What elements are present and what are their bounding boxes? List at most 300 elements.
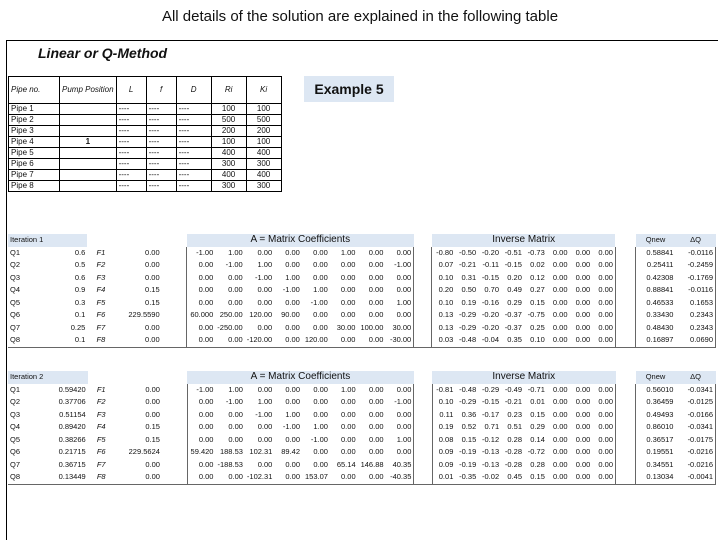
inverse-cell: 0.00 bbox=[592, 434, 615, 447]
matrix-cell: 0.00 bbox=[386, 384, 414, 397]
pipe-cell-K: 300 bbox=[246, 159, 281, 170]
f-value: 0.00 bbox=[145, 409, 160, 419]
qnew-value: 0.49493 bbox=[636, 409, 676, 422]
inverse-cell: 0.00 bbox=[592, 446, 615, 459]
pipe-cell-D: ---- bbox=[176, 148, 211, 159]
spacer bbox=[162, 284, 187, 297]
inverse-cell: 0.00 bbox=[552, 260, 568, 269]
matrix-cell: 0.00 bbox=[285, 297, 300, 307]
matrix-cell: 0.00 bbox=[368, 409, 384, 419]
header-pipe: Pipe no. bbox=[9, 77, 60, 104]
pipe-cell-D: ---- bbox=[176, 104, 211, 115]
inverse-cell: 0.07 bbox=[432, 259, 455, 272]
matrix-cell: 0.00 bbox=[285, 384, 301, 394]
qnew-value: 0.25411 bbox=[636, 259, 676, 272]
inverse-cell: 0.13 bbox=[432, 309, 455, 322]
inverse-cell: 0.00 bbox=[575, 459, 591, 469]
qnew-value: 0.86010 bbox=[636, 421, 676, 434]
inverse-cell: 0.00 bbox=[575, 409, 591, 419]
matrix-cell: 0.00 bbox=[285, 434, 301, 444]
matrix-cell: 1.00 bbox=[257, 260, 273, 269]
qnew-value: 0.13034 bbox=[636, 471, 676, 484]
matrix-cell: 0.00 bbox=[368, 247, 384, 257]
inverse-cell: 0.35 bbox=[501, 334, 524, 347]
q-label: Q4 bbox=[10, 422, 21, 431]
matrix-cell: 0.00 bbox=[341, 422, 356, 431]
spacer bbox=[414, 434, 432, 447]
header-pump: Pump Position bbox=[60, 77, 117, 104]
f-value: 0.15 bbox=[145, 285, 160, 294]
spacer bbox=[162, 446, 187, 459]
dq-value: 0.0690 bbox=[675, 334, 715, 347]
example-label: Example 5 bbox=[304, 76, 394, 102]
dq-value: -0.0341 bbox=[675, 421, 715, 434]
inverse-cell: -0.28 bbox=[504, 459, 522, 469]
pipe-cell-K: 200 bbox=[246, 126, 281, 137]
inverse-cell: 0.49 bbox=[507, 285, 522, 294]
inverse-cell: 0.50 bbox=[461, 285, 477, 294]
matrix-cell: 0.00 bbox=[313, 322, 328, 332]
dq-header: ΔQ bbox=[675, 234, 715, 247]
pipe-cell-f: ---- bbox=[146, 148, 176, 159]
spacer bbox=[162, 309, 187, 322]
matrix-cell: 0.00 bbox=[228, 422, 243, 431]
matrix-cell: 0.00 bbox=[368, 434, 384, 444]
inverse-cell: 0.00 bbox=[552, 285, 568, 294]
spacer bbox=[414, 459, 432, 472]
dq-value: -0.0125 bbox=[675, 396, 715, 409]
matrix-cell: 1.00 bbox=[313, 422, 328, 431]
q-label: Q8 bbox=[8, 334, 50, 347]
matrix-cell: 0.00 bbox=[187, 396, 215, 409]
inverse-cell: -0.29 bbox=[482, 384, 500, 394]
qnew-value: 0.56010 bbox=[636, 384, 676, 397]
pipe-row bbox=[9, 126, 282, 137]
inverse-cell: 0.15 bbox=[524, 471, 547, 484]
inverse-cell: -0.75 bbox=[527, 310, 545, 319]
inverse-cell: -0.20 bbox=[481, 310, 500, 319]
pipe-cell-pump bbox=[60, 170, 117, 181]
f-label: F4 bbox=[96, 285, 106, 294]
pipe-cell-name: Pipe 3 bbox=[9, 126, 60, 137]
spacer bbox=[162, 384, 187, 397]
inverse-cell: 0.20 bbox=[432, 284, 455, 297]
pipe-row bbox=[9, 181, 282, 192]
matrix-cell: 1.00 bbox=[313, 285, 328, 294]
q-label: Q3 bbox=[10, 409, 21, 419]
f-value: 0.00 bbox=[145, 322, 160, 332]
inverse-cell: 0.00 bbox=[575, 384, 591, 394]
inverse-cell: -0.35 bbox=[455, 471, 478, 484]
inverse-cell: 0.00 bbox=[592, 459, 615, 472]
matrix-cell: 0.00 bbox=[368, 272, 384, 282]
pipe-cell-f: ---- bbox=[146, 126, 176, 137]
matrix-cell: 0.00 bbox=[257, 322, 273, 332]
inverse-cell: -0.28 bbox=[504, 447, 522, 456]
inverse-cell: -0.13 bbox=[482, 459, 500, 469]
matrix-cell: 100.00 bbox=[360, 322, 384, 332]
inverse-cell: 0.15 bbox=[530, 297, 545, 307]
inverse-cell: 0.71 bbox=[484, 422, 500, 431]
spacer bbox=[162, 434, 187, 447]
inverse-cell: 0.20 bbox=[507, 272, 522, 282]
matrix-cell: -1.00 bbox=[282, 285, 300, 294]
spacer bbox=[162, 459, 187, 472]
inverse-cell: 0.13 bbox=[432, 322, 455, 335]
iteration-1-table bbox=[8, 234, 716, 348]
spacer bbox=[615, 322, 635, 335]
spacer bbox=[615, 272, 635, 285]
q-label: Q5 bbox=[10, 297, 21, 307]
qnew-value: 0.16897 bbox=[636, 334, 676, 347]
inverse-title: Inverse Matrix bbox=[432, 371, 616, 384]
spacer bbox=[414, 309, 432, 322]
matrix-cell: 0.00 bbox=[341, 409, 356, 419]
sheet-top-border bbox=[6, 40, 718, 41]
inverse-cell: 0.19 bbox=[461, 297, 477, 307]
dq-value: -0.0116 bbox=[675, 247, 715, 260]
inverse-cell: -0.15 bbox=[504, 260, 522, 269]
matrix-cell: 0.00 bbox=[257, 422, 273, 431]
matrix-cell: 0.00 bbox=[368, 260, 384, 269]
dq-value: 0.1653 bbox=[675, 297, 715, 310]
f-label: F6 bbox=[96, 310, 106, 319]
inverse-cell: 0.01 bbox=[530, 397, 545, 406]
inverse-cell: -0.11 bbox=[482, 260, 500, 269]
matrix-cell: 0.00 bbox=[340, 297, 356, 307]
spacer bbox=[414, 421, 432, 434]
iteration-row bbox=[8, 284, 716, 297]
dq-header: ΔQ bbox=[675, 371, 715, 384]
inverse-cell: 0.00 bbox=[592, 272, 615, 285]
inverse-cell: -0.13 bbox=[482, 447, 500, 456]
inverse-cell: 0.00 bbox=[570, 334, 593, 347]
inverse-cell: 0.00 bbox=[575, 434, 591, 444]
matrix-cell: 120.00 bbox=[302, 334, 330, 347]
inverse-cell: 0.00 bbox=[552, 384, 568, 394]
qnew-header: Qnew bbox=[636, 234, 676, 247]
spacer bbox=[162, 409, 187, 422]
pipe-row bbox=[9, 170, 282, 181]
pipe-cell-D: ---- bbox=[176, 170, 211, 181]
inverse-cell: -0.21 bbox=[459, 260, 477, 269]
f-value: 0.00 bbox=[145, 384, 160, 394]
qnew-value: 0.33430 bbox=[636, 309, 676, 322]
inverse-cell: -0.73 bbox=[527, 247, 545, 257]
pipe-cell-L: ---- bbox=[116, 137, 146, 148]
dq-value: -0.0341 bbox=[675, 384, 715, 397]
qnew-value: 0.34551 bbox=[636, 459, 676, 472]
iteration-row bbox=[8, 309, 716, 322]
inverse-cell: 0.00 bbox=[592, 309, 615, 322]
pipe-cell-K: 400 bbox=[246, 148, 281, 159]
iteration-row bbox=[8, 259, 716, 272]
matrix-cell: 0.00 bbox=[368, 397, 384, 406]
pipe-cell-name: Pipe 4 bbox=[9, 137, 60, 148]
inverse-cell: 0.27 bbox=[530, 285, 545, 294]
inverse-cell: -0.49 bbox=[504, 384, 522, 394]
pipe-cell-f: ---- bbox=[146, 137, 176, 148]
inverse-cell: 0.28 bbox=[530, 459, 545, 469]
f-label: F5 bbox=[96, 297, 106, 307]
spacer bbox=[616, 384, 636, 397]
iteration-row bbox=[8, 434, 716, 447]
pipe-cell-pump bbox=[60, 148, 117, 159]
f-value: 229.5624 bbox=[128, 447, 160, 456]
dq-value: 0.2343 bbox=[675, 309, 715, 322]
pipe-row bbox=[9, 104, 282, 115]
inverse-cell: 0.29 bbox=[507, 297, 522, 307]
matrix-cell: 0.00 bbox=[368, 297, 384, 307]
f-label: F4 bbox=[96, 422, 106, 431]
matrix-cell: 0.00 bbox=[285, 260, 300, 269]
matrix-cell: 250.00 bbox=[219, 310, 243, 319]
inverse-cell: 0.02 bbox=[530, 260, 545, 269]
inverse-cell: 0.00 bbox=[575, 285, 591, 294]
pipe-cell-R: 100 bbox=[211, 104, 246, 115]
inverse-title: Inverse Matrix bbox=[432, 234, 616, 247]
inverse-cell: 0.45 bbox=[501, 471, 524, 484]
pipe-cell-f: ---- bbox=[146, 159, 176, 170]
matrix-cell: 0.00 bbox=[215, 471, 244, 484]
spacer bbox=[414, 334, 432, 347]
pipe-cell-pump: 1 bbox=[60, 137, 117, 148]
pipe-cell-pump bbox=[60, 104, 117, 115]
pipe-cell-D: ---- bbox=[176, 181, 211, 192]
matrix-cell: 0.00 bbox=[341, 447, 356, 456]
header-spacer bbox=[414, 234, 432, 247]
matrix-cell: 0.00 bbox=[187, 409, 215, 422]
matrix-cell: -1.00 bbox=[385, 259, 413, 272]
matrix-cell: 0.00 bbox=[274, 334, 302, 347]
dq-value: -0.0041 bbox=[675, 471, 715, 484]
pipe-cell-f: ---- bbox=[146, 181, 176, 192]
inverse-cell: 0.29 bbox=[530, 422, 545, 431]
inverse-cell: -0.20 bbox=[481, 247, 500, 257]
spacer bbox=[616, 446, 636, 459]
iteration-row bbox=[8, 409, 716, 422]
inverse-cell: -0.12 bbox=[482, 434, 500, 444]
inverse-cell: 0.00 bbox=[592, 471, 615, 484]
header-spacer bbox=[87, 234, 187, 247]
q-label: Q7 bbox=[10, 459, 21, 469]
matrix-cell: -1.00 bbox=[310, 297, 328, 307]
q-label: Q5 bbox=[10, 434, 21, 444]
matrix-cell: 1.00 bbox=[285, 409, 301, 419]
header-spacer bbox=[88, 371, 187, 384]
header-K: Ki bbox=[246, 77, 281, 104]
qnew-value: 0.46533 bbox=[636, 297, 676, 310]
inverse-cell: -0.20 bbox=[481, 322, 500, 332]
pipe-cell-R: 400 bbox=[211, 170, 246, 181]
f-value: 229.5590 bbox=[128, 310, 160, 319]
matrix-cell: 0.00 bbox=[385, 309, 413, 322]
inverse-cell: -0.51 bbox=[504, 247, 522, 257]
inverse-cell: 0.08 bbox=[432, 434, 455, 447]
spacer bbox=[162, 322, 187, 335]
iteration-row bbox=[8, 334, 716, 347]
matrix-cell: 0.00 bbox=[228, 272, 243, 282]
inverse-cell: -0.19 bbox=[459, 447, 477, 456]
inverse-cell: 0.00 bbox=[575, 260, 591, 269]
spacer bbox=[615, 284, 635, 297]
matrix-cell: 0.00 bbox=[340, 260, 356, 269]
inverse-cell: 0.10 bbox=[524, 334, 547, 347]
spacer bbox=[414, 446, 432, 459]
spacer bbox=[414, 409, 432, 422]
pipe-cell-pump bbox=[60, 126, 117, 137]
iteration-2-table bbox=[8, 371, 716, 485]
inverse-cell: 0.00 bbox=[552, 422, 568, 431]
f-label: F8 bbox=[87, 334, 114, 347]
f-label: F6 bbox=[96, 447, 106, 456]
matrix-cell: 65.14 bbox=[336, 459, 356, 469]
pipe-cell-name: Pipe 1 bbox=[9, 104, 60, 115]
matrix-cell: 0.00 bbox=[257, 384, 273, 394]
matrix-cell: 0.00 bbox=[313, 260, 328, 269]
q-value: 0.21715 bbox=[58, 447, 86, 456]
matrix-cell: 0.00 bbox=[257, 247, 273, 257]
matrix-cell: -250.00 bbox=[217, 322, 243, 332]
matrix-cell: -1.00 bbox=[225, 260, 243, 269]
f-label: F2 bbox=[96, 397, 106, 406]
matrix-cell: -1.00 bbox=[255, 409, 273, 419]
inverse-cell: 0.00 bbox=[575, 272, 591, 282]
dq-value: -0.0216 bbox=[675, 459, 715, 472]
matrix-cell: 0.00 bbox=[285, 247, 300, 257]
inverse-cell: -0.17 bbox=[482, 409, 500, 419]
f-value: 0.15 bbox=[145, 434, 160, 444]
inverse-cell: -0.48 bbox=[455, 334, 478, 347]
f-value: 0.00 bbox=[145, 247, 160, 257]
dq-value: -0.0216 bbox=[675, 446, 715, 459]
matrix-cell: 0.00 bbox=[187, 459, 215, 472]
qnew-header: Qnew bbox=[636, 371, 676, 384]
matrix-cell: 0.00 bbox=[313, 384, 328, 394]
matrix-cell: 153.07 bbox=[302, 471, 330, 484]
matrix-cell: 0.00 bbox=[368, 384, 384, 394]
f-value: 0.00 bbox=[145, 272, 160, 282]
matrix-cell: 0.00 bbox=[313, 409, 328, 419]
method-title: Linear or Q-Method bbox=[38, 45, 168, 61]
matrix-cell: 0.00 bbox=[187, 322, 215, 335]
dq-value: 0.2343 bbox=[675, 322, 715, 335]
qnew-value: 0.48430 bbox=[636, 322, 676, 335]
inverse-cell: 0.19 bbox=[432, 421, 455, 434]
matrix-cell: -1.00 bbox=[225, 397, 243, 406]
iteration-row bbox=[8, 384, 716, 397]
matrix-cell: 0.00 bbox=[187, 272, 215, 285]
pipe-cell-name: Pipe 5 bbox=[9, 148, 60, 159]
spacer bbox=[162, 421, 187, 434]
q-label: Q6 bbox=[10, 310, 21, 319]
matrix-cell: 102.31 bbox=[249, 447, 273, 456]
matrix-cell: -1.00 bbox=[386, 396, 414, 409]
matrix-cell: 0.00 bbox=[215, 334, 244, 347]
iteration-row bbox=[8, 446, 716, 459]
inverse-cell: 0.09 bbox=[432, 446, 455, 459]
pipe-cell-K: 300 bbox=[246, 181, 281, 192]
matrix-cell: 0.00 bbox=[274, 471, 302, 484]
spacer bbox=[616, 396, 636, 409]
pipe-cell-R: 300 bbox=[211, 159, 246, 170]
matrix-cell: 0.00 bbox=[341, 434, 356, 444]
pipe-cell-pump bbox=[60, 159, 117, 170]
pipe-cell-R: 100 bbox=[211, 137, 246, 148]
iteration-label: Iteration 1 bbox=[8, 234, 87, 247]
matrix-cell: 0.00 bbox=[285, 397, 301, 406]
inverse-cell: -0.81 bbox=[432, 384, 455, 397]
q-label: Q4 bbox=[10, 285, 21, 294]
matrix-cell: 0.00 bbox=[257, 285, 273, 294]
pipe-cell-D: ---- bbox=[176, 137, 211, 148]
inverse-cell: 0.12 bbox=[530, 272, 545, 282]
q-value: 0.59420 bbox=[58, 384, 86, 394]
qnew-value: 0.42308 bbox=[636, 272, 676, 285]
inverse-cell: -0.29 bbox=[459, 397, 477, 406]
qnew-value: 0.36459 bbox=[636, 396, 676, 409]
inverse-cell: 0.00 bbox=[575, 397, 591, 406]
header-spacer bbox=[615, 234, 635, 247]
matrix-cell: 0.00 bbox=[357, 334, 385, 347]
inverse-cell: 0.10 bbox=[432, 272, 455, 285]
matrix-cell: -102.31 bbox=[245, 471, 274, 484]
inverse-cell: 0.15 bbox=[530, 409, 545, 419]
matrix-cell: -1.00 bbox=[187, 384, 215, 397]
q-label: Q1 bbox=[10, 384, 21, 394]
matrix-cell: 0.00 bbox=[257, 434, 273, 444]
pipe-cell-D: ---- bbox=[176, 115, 211, 126]
pipe-cell-K: 400 bbox=[246, 170, 281, 181]
header-R: Ri bbox=[211, 77, 246, 104]
iteration-row bbox=[8, 247, 716, 260]
inverse-cell: 0.00 bbox=[552, 322, 568, 332]
f-label: F7 bbox=[96, 459, 106, 469]
q-value: 0.51154 bbox=[59, 409, 86, 419]
f-value: 0.00 bbox=[145, 260, 160, 269]
spacer bbox=[414, 284, 432, 297]
inverse-cell: 0.00 bbox=[575, 422, 591, 431]
pipe-cell-name: Pipe 2 bbox=[9, 115, 60, 126]
inverse-cell: 0.09 bbox=[432, 459, 455, 472]
iteration-label: Iteration 2 bbox=[8, 371, 88, 384]
dq-value: -0.0166 bbox=[675, 409, 715, 422]
matrix-cell: -1.00 bbox=[255, 272, 273, 282]
inverse-cell: 0.00 bbox=[552, 447, 568, 456]
matrix-cell: 1.00 bbox=[285, 272, 300, 282]
q-value: 0.37706 bbox=[58, 397, 86, 406]
inverse-cell: -0.37 bbox=[504, 310, 522, 319]
matrix-cell: 0.00 bbox=[386, 409, 414, 422]
matrix-cell: -1.00 bbox=[310, 434, 328, 444]
iteration-row bbox=[8, 272, 716, 285]
header-L: L bbox=[116, 77, 146, 104]
pipe-cell-D: ---- bbox=[176, 126, 211, 137]
spacer bbox=[615, 334, 635, 347]
inverse-cell: 0.11 bbox=[432, 409, 455, 422]
matrix-cell: 0.00 bbox=[228, 434, 243, 444]
dq-value: -0.0175 bbox=[675, 434, 715, 447]
f-value: 0.00 bbox=[145, 459, 160, 469]
f-label: F8 bbox=[88, 471, 115, 484]
inverse-cell: -0.19 bbox=[459, 459, 477, 469]
matrix-cell: 0.00 bbox=[187, 434, 215, 447]
matrix-cell: 0.00 bbox=[313, 397, 328, 406]
q-value: 0.89420 bbox=[58, 422, 86, 431]
inverse-cell: -0.04 bbox=[478, 334, 501, 347]
pipe-cell-R: 300 bbox=[211, 181, 246, 192]
spacer bbox=[162, 259, 187, 272]
